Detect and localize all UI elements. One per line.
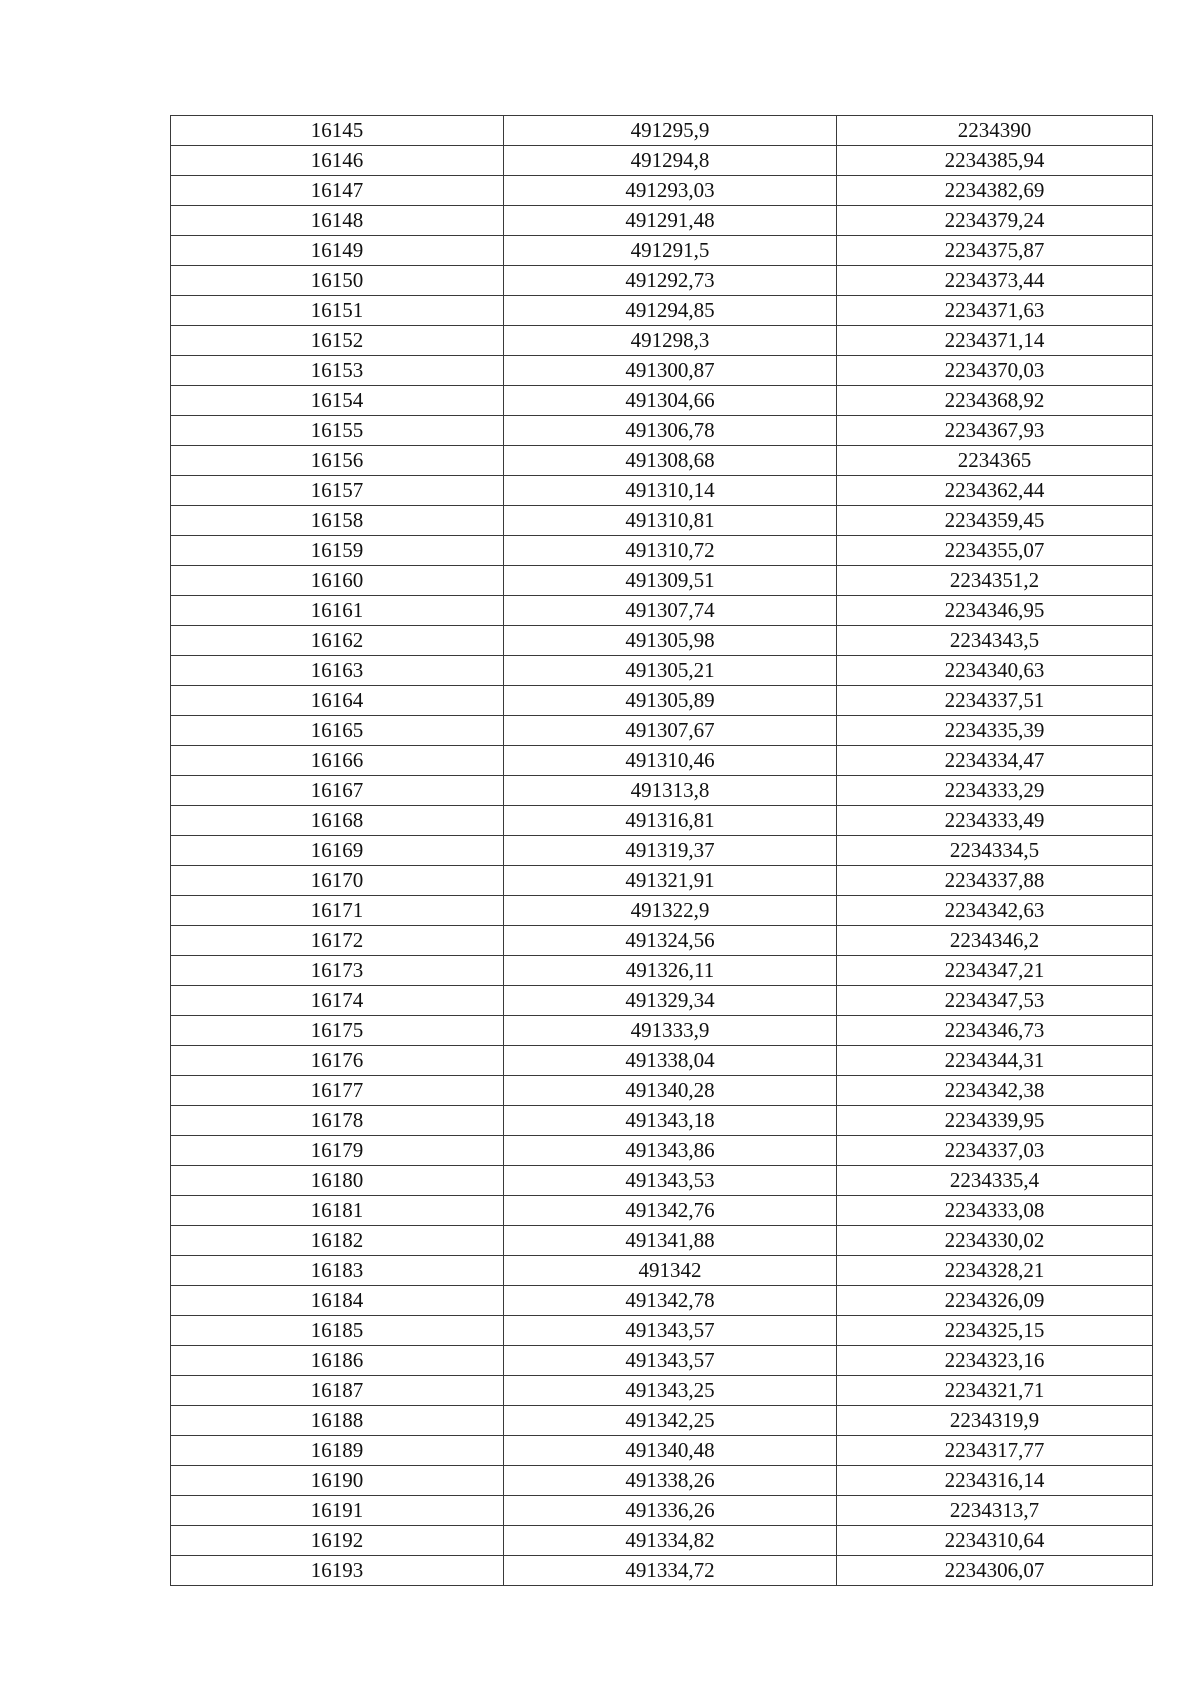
- y-coordinate-cell: 2234343,5: [837, 626, 1153, 656]
- point-number-cell: 16174: [171, 986, 504, 1016]
- table-row: [171, 476, 1153, 506]
- point-number-cell: 16158: [171, 506, 504, 536]
- x-coordinate-cell: 491304,66: [504, 386, 837, 416]
- point-number-cell: 16166: [171, 746, 504, 776]
- point-number-cell: 16176: [171, 1046, 504, 1076]
- x-coordinate-cell: 491334,72: [504, 1556, 837, 1586]
- x-coordinate-cell: 491295,9: [504, 116, 837, 146]
- table-row: [171, 926, 1153, 956]
- point-number-cell: 16170: [171, 866, 504, 896]
- x-coordinate-cell: 491341,88: [504, 1226, 837, 1256]
- table-row: [171, 536, 1153, 566]
- y-coordinate-cell: 2234335,39: [837, 716, 1153, 746]
- table-row: [171, 206, 1153, 236]
- y-coordinate-cell: 2234340,63: [837, 656, 1153, 686]
- point-number-cell: 16153: [171, 356, 504, 386]
- point-number-cell: 16164: [171, 686, 504, 716]
- point-number-cell: 16145: [171, 116, 504, 146]
- table-row: [171, 1226, 1153, 1256]
- x-coordinate-cell: 491342,76: [504, 1196, 837, 1226]
- x-coordinate-cell: 491306,78: [504, 416, 837, 446]
- table-row: [171, 956, 1153, 986]
- table-row: [171, 746, 1153, 776]
- point-number-cell: 16148: [171, 206, 504, 236]
- point-number-cell: 16186: [171, 1346, 504, 1376]
- table-row: [171, 446, 1153, 476]
- x-coordinate-cell: 491340,48: [504, 1436, 837, 1466]
- y-coordinate-cell: 2234339,95: [837, 1106, 1153, 1136]
- table-row: [171, 326, 1153, 356]
- table-row: [171, 806, 1153, 836]
- x-coordinate-cell: 491336,26: [504, 1496, 837, 1526]
- table-row: [171, 1496, 1153, 1526]
- x-coordinate-cell: 491291,5: [504, 236, 837, 266]
- table-row: [171, 1556, 1153, 1586]
- point-number-cell: 16182: [171, 1226, 504, 1256]
- y-coordinate-cell: 2234351,2: [837, 566, 1153, 596]
- point-number-cell: 16183: [171, 1256, 504, 1286]
- table-row: [171, 1466, 1153, 1496]
- x-coordinate-cell: 491310,72: [504, 536, 837, 566]
- x-coordinate-cell: 491329,34: [504, 986, 837, 1016]
- x-coordinate-cell: 491305,98: [504, 626, 837, 656]
- table-row: [171, 356, 1153, 386]
- point-number-cell: 16188: [171, 1406, 504, 1436]
- x-coordinate-cell: 491309,51: [504, 566, 837, 596]
- table-row: [171, 596, 1153, 626]
- y-coordinate-cell: 2234344,31: [837, 1046, 1153, 1076]
- point-number-cell: 16149: [171, 236, 504, 266]
- x-coordinate-cell: 491294,8: [504, 146, 837, 176]
- y-coordinate-cell: 2234390: [837, 116, 1153, 146]
- table-row: [171, 896, 1153, 926]
- y-coordinate-cell: 2234365: [837, 446, 1153, 476]
- table-row: [171, 776, 1153, 806]
- y-coordinate-cell: 2234323,16: [837, 1346, 1153, 1376]
- y-coordinate-cell: 2234321,71: [837, 1376, 1153, 1406]
- table-row: [171, 506, 1153, 536]
- point-number-cell: 16193: [171, 1556, 504, 1586]
- x-coordinate-cell: 491342: [504, 1256, 837, 1286]
- table-row: [171, 176, 1153, 206]
- x-coordinate-cell: 491340,28: [504, 1076, 837, 1106]
- point-number-cell: 16172: [171, 926, 504, 956]
- y-coordinate-cell: 2234382,69: [837, 176, 1153, 206]
- y-coordinate-cell: 2234326,09: [837, 1286, 1153, 1316]
- y-coordinate-cell: 2234375,87: [837, 236, 1153, 266]
- y-coordinate-cell: 2234310,64: [837, 1526, 1153, 1556]
- table-row: [171, 1196, 1153, 1226]
- table-row: [171, 1046, 1153, 1076]
- table-row: [171, 836, 1153, 866]
- x-coordinate-cell: 491343,57: [504, 1346, 837, 1376]
- table-row: [171, 1316, 1153, 1346]
- x-coordinate-cell: 491343,18: [504, 1106, 837, 1136]
- table-row: [171, 236, 1153, 266]
- y-coordinate-cell: 2234334,5: [837, 836, 1153, 866]
- point-number-cell: 16190: [171, 1466, 504, 1496]
- table-row: [171, 1286, 1153, 1316]
- point-number-cell: 16192: [171, 1526, 504, 1556]
- point-number-cell: 16185: [171, 1316, 504, 1346]
- x-coordinate-cell: 491307,74: [504, 596, 837, 626]
- y-coordinate-cell: 2234342,38: [837, 1076, 1153, 1106]
- point-number-cell: 16187: [171, 1376, 504, 1406]
- x-coordinate-cell: 491305,21: [504, 656, 837, 686]
- x-coordinate-cell: 491333,9: [504, 1016, 837, 1046]
- x-coordinate-cell: 491300,87: [504, 356, 837, 386]
- x-coordinate-cell: 491334,82: [504, 1526, 837, 1556]
- x-coordinate-cell: 491310,14: [504, 476, 837, 506]
- point-number-cell: 16160: [171, 566, 504, 596]
- table-row: [171, 416, 1153, 446]
- table-row: [171, 1016, 1153, 1046]
- table-row: [171, 1136, 1153, 1166]
- coordinates-table-body: [171, 116, 1153, 1586]
- y-coordinate-cell: 2234319,9: [837, 1406, 1153, 1436]
- y-coordinate-cell: 2234373,44: [837, 266, 1153, 296]
- y-coordinate-cell: 2234367,93: [837, 416, 1153, 446]
- table-row: [171, 296, 1153, 326]
- x-coordinate-cell: 491291,48: [504, 206, 837, 236]
- x-coordinate-cell: 491310,81: [504, 506, 837, 536]
- x-coordinate-cell: 491293,03: [504, 176, 837, 206]
- y-coordinate-cell: 2234337,03: [837, 1136, 1153, 1166]
- table-row: [171, 716, 1153, 746]
- point-number-cell: 16151: [171, 296, 504, 326]
- point-number-cell: 16180: [171, 1166, 504, 1196]
- point-number-cell: 16146: [171, 146, 504, 176]
- point-number-cell: 16179: [171, 1136, 504, 1166]
- point-number-cell: 16154: [171, 386, 504, 416]
- y-coordinate-cell: 2234306,07: [837, 1556, 1153, 1586]
- y-coordinate-cell: 2234330,02: [837, 1226, 1153, 1256]
- x-coordinate-cell: 491342,25: [504, 1406, 837, 1436]
- table-row: [171, 1076, 1153, 1106]
- y-coordinate-cell: 2234385,94: [837, 146, 1153, 176]
- x-coordinate-cell: 491321,91: [504, 866, 837, 896]
- table-row: [171, 656, 1153, 686]
- point-number-cell: 16177: [171, 1076, 504, 1106]
- point-number-cell: 16175: [171, 1016, 504, 1046]
- x-coordinate-cell: 491343,25: [504, 1376, 837, 1406]
- coordinates-table: [170, 115, 1153, 1586]
- y-coordinate-cell: 2234313,7: [837, 1496, 1153, 1526]
- y-coordinate-cell: 2234368,92: [837, 386, 1153, 416]
- table-row: [171, 1436, 1153, 1466]
- table-row: [171, 1256, 1153, 1286]
- point-number-cell: 16162: [171, 626, 504, 656]
- x-coordinate-cell: 491294,85: [504, 296, 837, 326]
- point-number-cell: 16155: [171, 416, 504, 446]
- y-coordinate-cell: 2234328,21: [837, 1256, 1153, 1286]
- y-coordinate-cell: 2234333,29: [837, 776, 1153, 806]
- y-coordinate-cell: 2234362,44: [837, 476, 1153, 506]
- x-coordinate-cell: 491326,11: [504, 956, 837, 986]
- x-coordinate-cell: 491324,56: [504, 926, 837, 956]
- y-coordinate-cell: 2234371,14: [837, 326, 1153, 356]
- point-number-cell: 16156: [171, 446, 504, 476]
- table-row: [171, 116, 1153, 146]
- y-coordinate-cell: 2234337,51: [837, 686, 1153, 716]
- x-coordinate-cell: 491316,81: [504, 806, 837, 836]
- y-coordinate-cell: 2234316,14: [837, 1466, 1153, 1496]
- point-number-cell: 16152: [171, 326, 504, 356]
- y-coordinate-cell: 2234333,49: [837, 806, 1153, 836]
- x-coordinate-cell: 491298,3: [504, 326, 837, 356]
- y-coordinate-cell: 2234346,95: [837, 596, 1153, 626]
- y-coordinate-cell: 2234334,47: [837, 746, 1153, 776]
- table-row: [171, 986, 1153, 1016]
- table-row: [171, 1346, 1153, 1376]
- y-coordinate-cell: 2234325,15: [837, 1316, 1153, 1346]
- x-coordinate-cell: 491313,8: [504, 776, 837, 806]
- x-coordinate-cell: 491343,86: [504, 1136, 837, 1166]
- table-row: [171, 686, 1153, 716]
- point-number-cell: 16161: [171, 596, 504, 626]
- x-coordinate-cell: 491307,67: [504, 716, 837, 746]
- table-row: [171, 866, 1153, 896]
- point-number-cell: 16165: [171, 716, 504, 746]
- y-coordinate-cell: 2234337,88: [837, 866, 1153, 896]
- point-number-cell: 16173: [171, 956, 504, 986]
- table-row: [171, 1376, 1153, 1406]
- x-coordinate-cell: 491310,46: [504, 746, 837, 776]
- x-coordinate-cell: 491338,04: [504, 1046, 837, 1076]
- table-row: [171, 266, 1153, 296]
- y-coordinate-cell: 2234346,73: [837, 1016, 1153, 1046]
- table-row: [171, 1106, 1153, 1136]
- x-coordinate-cell: 491343,53: [504, 1166, 837, 1196]
- x-coordinate-cell: 491319,37: [504, 836, 837, 866]
- x-coordinate-cell: 491338,26: [504, 1466, 837, 1496]
- point-number-cell: 16191: [171, 1496, 504, 1526]
- point-number-cell: 16150: [171, 266, 504, 296]
- y-coordinate-cell: 2234371,63: [837, 296, 1153, 326]
- point-number-cell: 16184: [171, 1286, 504, 1316]
- point-number-cell: 16159: [171, 536, 504, 566]
- y-coordinate-cell: 2234379,24: [837, 206, 1153, 236]
- table-row: [171, 1406, 1153, 1436]
- y-coordinate-cell: 2234346,2: [837, 926, 1153, 956]
- point-number-cell: 16163: [171, 656, 504, 686]
- point-number-cell: 16168: [171, 806, 504, 836]
- x-coordinate-cell: 491342,78: [504, 1286, 837, 1316]
- y-coordinate-cell: 2234347,21: [837, 956, 1153, 986]
- point-number-cell: 16181: [171, 1196, 504, 1226]
- x-coordinate-cell: 491305,89: [504, 686, 837, 716]
- point-number-cell: 16147: [171, 176, 504, 206]
- x-coordinate-cell: 491308,68: [504, 446, 837, 476]
- x-coordinate-cell: 491322,9: [504, 896, 837, 926]
- table-row: [171, 1166, 1153, 1196]
- table-row: [171, 1526, 1153, 1556]
- point-number-cell: 16189: [171, 1436, 504, 1466]
- table-row: [171, 386, 1153, 416]
- point-number-cell: 16167: [171, 776, 504, 806]
- point-number-cell: 16178: [171, 1106, 504, 1136]
- y-coordinate-cell: 2234370,03: [837, 356, 1153, 386]
- table-row: [171, 566, 1153, 596]
- point-number-cell: 16171: [171, 896, 504, 926]
- table-row: [171, 626, 1153, 656]
- y-coordinate-cell: 2234359,45: [837, 506, 1153, 536]
- y-coordinate-cell: 2234347,53: [837, 986, 1153, 1016]
- table-row: [171, 146, 1153, 176]
- point-number-cell: 16157: [171, 476, 504, 506]
- x-coordinate-cell: 491343,57: [504, 1316, 837, 1346]
- point-number-cell: 16169: [171, 836, 504, 866]
- y-coordinate-cell: 2234333,08: [837, 1196, 1153, 1226]
- y-coordinate-cell: 2234355,07: [837, 536, 1153, 566]
- x-coordinate-cell: 491292,73: [504, 266, 837, 296]
- y-coordinate-cell: 2234317,77: [837, 1436, 1153, 1466]
- y-coordinate-cell: 2234342,63: [837, 896, 1153, 926]
- y-coordinate-cell: 2234335,4: [837, 1166, 1153, 1196]
